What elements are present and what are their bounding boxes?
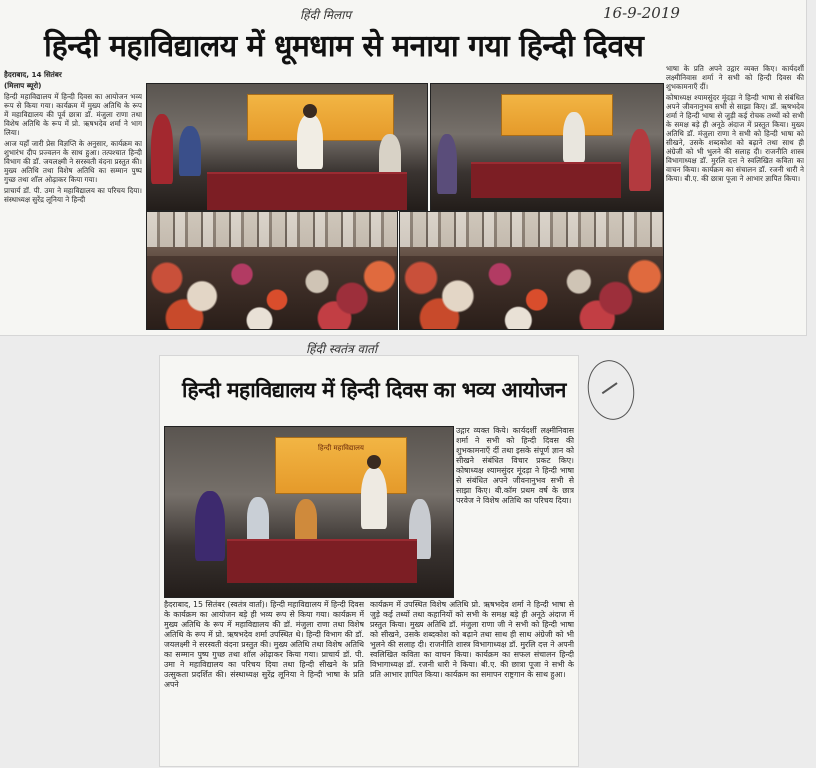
paragraph: कार्यक्रम में उपस्थित विशेष अतिथि प्रो. ऋषभदेव शर्मा ने हिन्दी भाषा से जुड़े कई तथ्यों तथा कहानियों को सभी के समक्ष बड़े ही अनूठे अंदाज में प्रस्तुत किया। मुख्य अतिथि डॉ. मंजुला राणा जी ने सभी को हिन्दी भाषा को सीखने, उसके शब्दकोश को बढ़ाने तथा साथ ही साथ अंग्रेजी को भी भुलने की सलाह दी। राजनीति शास्त्र विभागाध्यक्ष डॉ. मुरलि दत्त ने अपनी स्वलिखित कविता का वाचन किया। कार्यक्रम का सफल संचालन हिन्दी विभागाध्यक्ष डॉ. रजनी धारी ने किया। बी.ए. की छात्रा पूजा ने सभी के प्रति आभार ज्ञापित किया। कार्यक्रम का समापन राष्ट्रगान के साथ हुआ। — [370, 600, 574, 679]
clipping-swatantra-varta — [160, 356, 578, 766]
body-column-right — [370, 600, 574, 762]
handwritten-source-note: हिंदी स्वतंत्र वार्ता — [306, 342, 378, 356]
handwritten-mark — [583, 356, 639, 423]
banner-text: हिन्दी महाविद्यालय — [318, 444, 364, 452]
credit: (मिलाप ब्यूरो) — [4, 81, 42, 90]
paragraph: प्राचार्य डॉ. पी. उमा ने महाविद्यालय का परिचय दिया। संस्थाध्यक्ष सुरेंद्र लूनिया ने हिन्दी — [4, 186, 142, 204]
side-column — [456, 426, 574, 598]
photo-audience-left — [146, 211, 398, 330]
clipping-milap — [0, 0, 806, 335]
photo-stage — [164, 426, 454, 598]
paragraph: आज यहाँ जारी प्रेस विज्ञप्ति के अनुसार, कार्यक्रम का शुभारंभ दीप प्रज्वलन के साथ हुआ। तत्पश्चात हिन्दी विभाग की डॉ. जयलक्ष्मी ने सरस्वती वंदना प्रस्तुत की। मुख्य अतिथि तथा विशेष अतिथि का सम्मान पुष्प गुच्छ तथा शॉल ओढ़ाकर किया गया। — [4, 139, 142, 184]
headline: हिन्दी महाविद्यालय में हिन्दी दिवस का भव्य आयोजन — [182, 378, 566, 402]
photo-audience-right — [399, 211, 664, 330]
right-column — [666, 64, 804, 330]
photo-stage-left — [146, 83, 428, 211]
paragraph: उद्गार व्यक्त किये। कार्यदर्शी लक्ष्मीनिवास शर्मा ने सभी को हिन्दी दिवस की शुभकामनाएँ दीं तथा इसके संपूर्ण ज्ञान को सीखने संबंधित विचार प्रकट किए। कोषाध्यक्ष श्यामसुंदर मूंदड़ा ने हिन्दी भाषा से संबंधित अपने जीवनानुभव सभी से साझा किए। बी.कॉम प्रथम वर्ष के छात्र परवेज ने विशेष अतिथि का परिचय दिया। — [456, 426, 574, 505]
body-column-left — [164, 600, 364, 762]
paragraph: हिन्दी महाविद्यालय में हिन्दी दिवस का आयोजन भव्य रूप से किया गया। कार्यक्रम में मुख्य अतिथि के रूप में महाविद्यालय की पूर्व छात्रा डॉ. मंजुला राणा तथा विशेष अतिथि के रूप में प्रो. ऋषभदेव शर्मा ने भाग लिया। — [4, 92, 142, 137]
handwritten-date: 16-9-2019 — [603, 4, 680, 22]
paragraph: कोषाध्यक्ष श्यामसुंदर मूंदड़ा ने हिन्दी भाषा से संबंधित अपने जीवनानुभव सभी से साझा किए। डॉ. ऋषभदेव शर्मा ने हिन्दी भाषा से जुड़ी कई रोचक तथ्यों को सभी के समक्ष बड़े ही अनूठे अंदाज में प्रस्तुत किया। मुख्य अतिथि डॉ. मंजुला राणा ने सभी को हिन्दी भाषा को सीखने, उसके शब्दकोश को बढ़ाने तथा साथ ही अंग्रेजी को भी भुलने की सलाह दी। राजनीति शास्त्र विभागाध्यक्ष डॉ. मुरलि दत्त ने स्वलिखित कविता का वाचन किया। कार्यक्रम का संचालन डॉ. रजनी धारी ने किया। बी.ए. की छात्रा पूजा ने आभार ज्ञापित किया। — [666, 93, 804, 183]
left-column — [4, 70, 142, 332]
photo-stage-right — [430, 83, 664, 211]
paragraph: भाषा के प्रति अपने उद्गार व्यक्त किए। कार्यदर्शी लक्ष्मीनिवास शर्मा ने सभी को हिन्दी दिवस की शुभकामनाएँ दीं। — [666, 64, 804, 91]
headline: हिन्दी महाविद्यालय में धूमधाम से मनाया गया हिन्दी दिवस — [44, 29, 644, 64]
paragraph: हैदराबाद, 15 सितंबर (स्वतंत्र वार्ता)। हिन्दी महाविद्यालय में हिन्दी दिवस के कार्यक्रम का आयोजन बड़े ही भव्य रूप से किया गया। कार्यक्रम में मुख्य अतिथि के रूप में महाविद्यालय की डॉ. मंजुला राणा तथा विशेष अतिथि के रूप में प्रो. ऋषभदेव शर्मा उपस्थित थे। हिन्दी विभाग की डॉ. जयलक्ष्मी ने सरस्वती वंदना प्रस्तुत की। मुख्य अतिथि तथा विशेष अतिथि का सम्मान पुष्प गुच्छ तथा शॉल ओढ़ाकर किया गया। प्राचार्य डॉ. पी. उमा ने महाविद्यालय का परिचय दिया तथा हिन्दी सीखने के प्रति उत्सुकता प्रदर्शित की। संस्थाध्यक्ष सुरेंद्र लूनिया ने हिन्दी भाषा के प्रति अपने — [164, 600, 364, 689]
dateline: हैदराबाद, 14 सितंबर — [4, 70, 62, 79]
handwritten-source-note: हिंदी मिलाप — [300, 8, 352, 22]
